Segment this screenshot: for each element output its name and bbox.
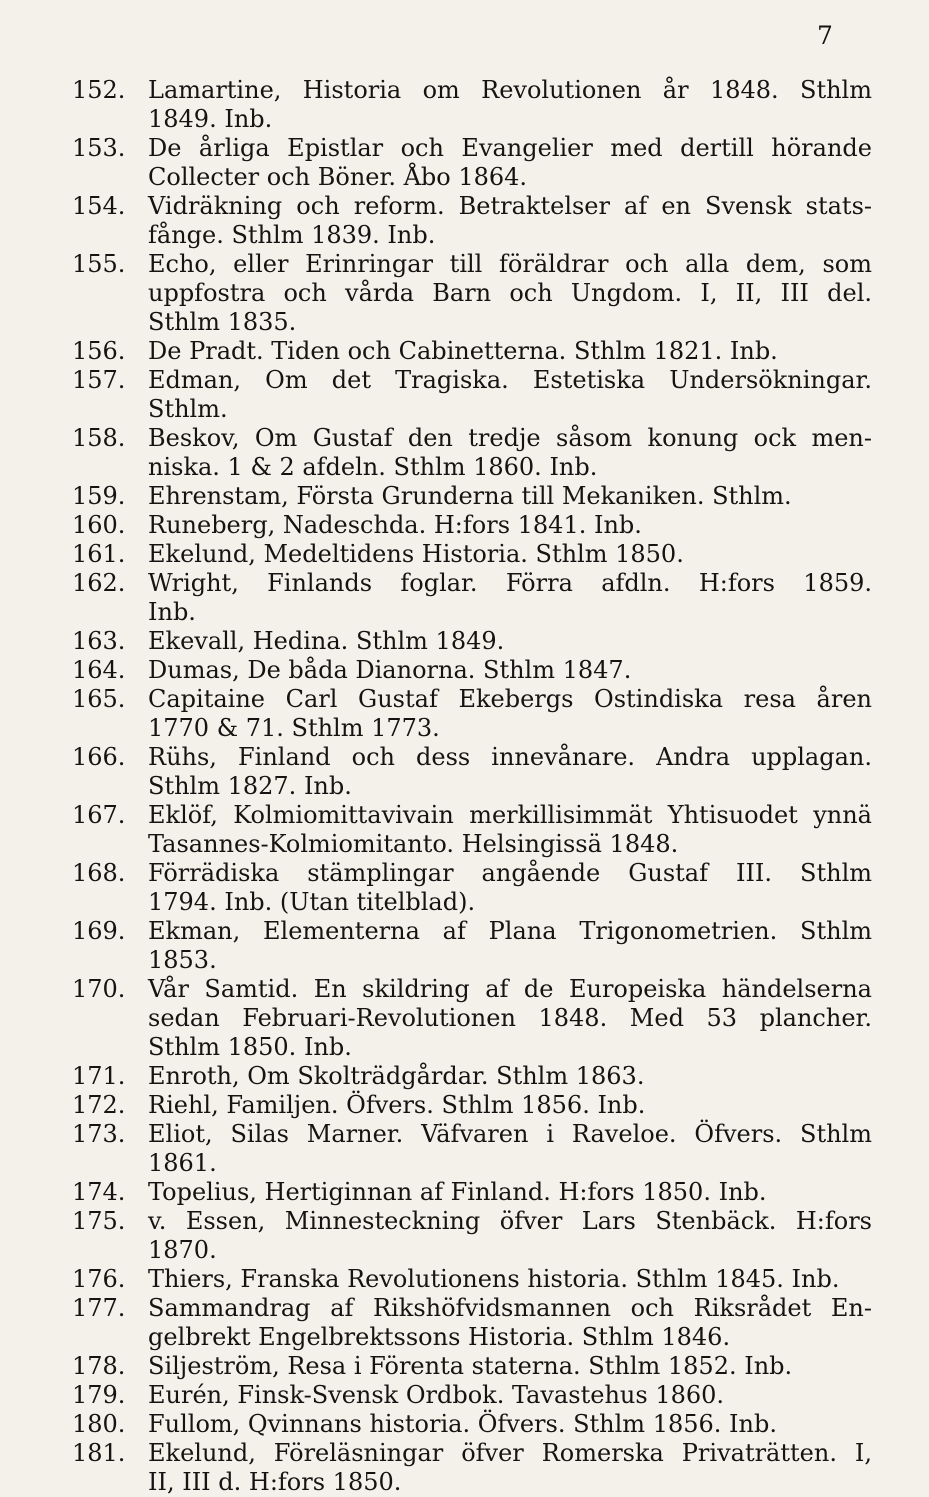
- entry-line: 1853.: [148, 946, 217, 974]
- catalog-entry: [72, 1178, 872, 1207]
- page-number: 7: [817, 21, 833, 50]
- entry-number: 167.: [72, 801, 126, 829]
- entry-text: [148, 1294, 872, 1352]
- catalog-entry: [72, 192, 872, 250]
- entry-text: [148, 540, 872, 569]
- entry-line: Sthlm.: [148, 395, 228, 423]
- entry-text: [148, 627, 872, 656]
- catalog-entry: [72, 1381, 872, 1410]
- catalog-entry: [72, 540, 872, 569]
- entry-line: 1870.: [148, 1236, 217, 1264]
- entry-number: 152.: [72, 76, 126, 104]
- entry-line: Vidräkning och reform. Betraktelser af en Svensk stats-: [148, 192, 872, 220]
- entry-text: [148, 1381, 872, 1410]
- entry-text: [148, 1439, 872, 1497]
- entry-number: 173.: [72, 1120, 126, 1148]
- entry-text: [148, 366, 872, 424]
- entry-number: 178.: [72, 1352, 126, 1380]
- entry-line: Ekelund, Föreläsningar öfver Romerska Privaträtten. I,: [148, 1439, 872, 1467]
- catalog-entry: [72, 76, 872, 134]
- entry-line: Eliot, Silas Marner. Väfvaren i Raveloe. Öfvers. Sthlm: [148, 1120, 872, 1148]
- entry-number: 164.: [72, 656, 126, 684]
- catalog-entry: [72, 511, 872, 540]
- entry-number: 181.: [72, 1439, 126, 1467]
- entry-number: 157.: [72, 366, 126, 394]
- entry-text: [148, 482, 872, 511]
- entry-line: Dumas, De båda Dianorna. Sthlm 1847.: [148, 656, 632, 684]
- entry-line: Tasannes-Kolmiomitanto. Helsingissä 1848.: [148, 830, 679, 858]
- entry-text: [148, 511, 872, 540]
- entry-text: [148, 76, 872, 134]
- entry-number: 166.: [72, 743, 126, 771]
- entry-text: [148, 685, 872, 743]
- entry-text: [148, 1091, 872, 1120]
- catalog-entries: [72, 76, 872, 1497]
- entry-number: 159.: [72, 482, 126, 510]
- entry-number: 176.: [72, 1265, 126, 1293]
- entry-line: Enroth, Om Skolträdgårdar. Sthlm 1863.: [148, 1062, 645, 1090]
- catalog-entry: [72, 685, 872, 743]
- entry-number: 172.: [72, 1091, 126, 1119]
- entry-text: [148, 337, 872, 366]
- entry-text: [148, 250, 872, 337]
- entry-line: Ekman, Elementerna af Plana Trigonometrien. Sthlm: [148, 917, 872, 945]
- catalog-entry: [72, 743, 872, 801]
- entry-line: Edman, Om det Tragiska. Estetiska Undersökningar.: [148, 366, 872, 394]
- entry-number: 156.: [72, 337, 126, 365]
- catalog-entry: [72, 366, 872, 424]
- catalog-entry: [72, 859, 872, 917]
- catalog-entry: [72, 917, 872, 975]
- catalog-entry: [72, 627, 872, 656]
- entry-number: 179.: [72, 1381, 126, 1409]
- entry-line: Collecter och Böner. Åbo 1864.: [148, 163, 528, 191]
- entry-text: [148, 801, 872, 859]
- entry-line: Sthlm 1835.: [148, 308, 297, 336]
- entry-line: Sthlm 1827. Inb.: [148, 772, 352, 800]
- entry-number: 165.: [72, 685, 126, 713]
- entry-line: Topelius, Hertiginnan af Finland. H:fors 1850. Inb.: [148, 1178, 767, 1206]
- catalog-entry: [72, 1410, 872, 1439]
- entry-line: Beskov, Om Gustaf den tredje såsom konung ock men-: [148, 424, 872, 452]
- entry-line: Capitaine Carl Gustaf Ekebergs Ostindiska resa åren: [148, 685, 872, 713]
- entry-number: 153.: [72, 134, 126, 162]
- entry-number: 163.: [72, 627, 126, 655]
- entry-number: 155.: [72, 250, 126, 278]
- catalog-entry: [72, 134, 872, 192]
- catalog-entry: [72, 656, 872, 685]
- entry-text: [148, 1120, 872, 1178]
- catalog-entry: [72, 1062, 872, 1091]
- entry-text: [148, 1178, 872, 1207]
- entry-line: Fullom, Qvinnans historia. Öfvers. Sthlm 1856. Inb.: [148, 1410, 777, 1438]
- entry-line: sedan Februari-Revolutionen 1848. Med 53 plancher.: [148, 1004, 872, 1032]
- catalog-entry: [72, 1091, 872, 1120]
- catalog-entry: [72, 482, 872, 511]
- catalog-entry: [72, 424, 872, 482]
- entry-number: 162.: [72, 569, 126, 597]
- entry-number: 154.: [72, 192, 126, 220]
- entry-line: 1770 & 71. Sthlm 1773.: [148, 714, 440, 742]
- entry-text: [148, 975, 872, 1062]
- entry-text: [148, 134, 872, 192]
- entry-number: 175.: [72, 1207, 126, 1235]
- entry-line: gelbrekt Engelbrektssons Historia. Sthlm 1846.: [148, 1323, 731, 1351]
- entry-line: Vår Samtid. En skildring af de Europeiska händelserna: [148, 975, 872, 1003]
- entry-text: [148, 424, 872, 482]
- entry-line: v. Essen, Minnesteckning öfver Lars Stenbäck. H:fors: [148, 1207, 872, 1235]
- entry-line: Ekelund, Medeltidens Historia. Sthlm 1850.: [148, 540, 684, 568]
- entry-line: Lamartine, Historia om Revolutionen år 1848. Sthlm: [148, 76, 872, 104]
- catalog-entry: [72, 1294, 872, 1352]
- entry-line: niska. 1 & 2 afdeln. Sthlm 1860. Inb.: [148, 453, 598, 481]
- catalog-entry: [72, 1265, 872, 1294]
- catalog-entry: [72, 801, 872, 859]
- entry-number: 168.: [72, 859, 126, 887]
- entry-number: 160.: [72, 511, 126, 539]
- entry-number: 174.: [72, 1178, 126, 1206]
- entry-line: Ehrenstam, Första Grunderna till Mekaniken. Sthlm.: [148, 482, 792, 510]
- entry-number: 177.: [72, 1294, 126, 1322]
- entry-line: De årliga Epistlar och Evangelier med dertill hörande: [148, 134, 872, 162]
- entry-line: uppfostra och vårda Barn och Ungdom. I, II, III del.: [148, 279, 872, 307]
- entry-line: Thiers, Franska Revolutionens historia. Sthlm 1845. Inb.: [148, 1265, 840, 1293]
- entry-number: 180.: [72, 1410, 126, 1438]
- entry-line: Eklöf, Kolmiomittavivain merkillisimmät Yhtisuodet ynnä: [148, 801, 872, 829]
- entry-text: [148, 1062, 872, 1091]
- entry-line: Runeberg, Nadeschda. H:fors 1841. Inb.: [148, 511, 642, 539]
- entry-text: [148, 1265, 872, 1294]
- entry-text: [148, 192, 872, 250]
- entry-line: Echo, eller Erinringar till föräldrar och alla dem, som: [148, 250, 872, 278]
- entry-line: Ekevall, Hedina. Sthlm 1849.: [148, 627, 505, 655]
- entry-line: 1794. Inb. (Utan titelblad).: [148, 888, 476, 916]
- entry-text: [148, 859, 872, 917]
- entry-line: Riehl, Familjen. Öfvers. Sthlm 1856. Inb.: [148, 1091, 646, 1119]
- entry-text: [148, 569, 872, 627]
- entry-line: 1849. Inb.: [148, 105, 273, 133]
- entry-line: Wright, Finlands foglar. Förra afdln. H:fors 1859.: [148, 569, 872, 597]
- entry-line: Inb.: [148, 598, 196, 626]
- catalog-entry: [72, 337, 872, 366]
- entry-line: Förrädiska stämplingar angående Gustaf III. Sthlm: [148, 859, 872, 887]
- entry-number: 170.: [72, 975, 126, 1003]
- catalog-entry: [72, 569, 872, 627]
- entry-text: [148, 1352, 872, 1381]
- catalog-entry: [72, 1120, 872, 1178]
- entry-line: De Pradt. Tiden och Cabinetterna. Sthlm 1821. Inb.: [148, 337, 778, 365]
- entry-line: II, III d. H:fors 1850.: [148, 1468, 402, 1496]
- entry-text: [148, 1207, 872, 1265]
- entry-line: fånge. Sthlm 1839. Inb.: [148, 221, 436, 249]
- entry-number: 161.: [72, 540, 126, 568]
- catalog-entry: [72, 250, 872, 337]
- entry-text: [148, 917, 872, 975]
- entry-line: Sthlm 1850. Inb.: [148, 1033, 352, 1061]
- catalog-entry: [72, 1207, 872, 1265]
- entry-text: [148, 656, 872, 685]
- entry-number: 171.: [72, 1062, 126, 1090]
- entry-line: Sammandrag af Rikshöfvidsmannen och Riksrådet En-: [148, 1294, 872, 1322]
- entry-line: 1861.: [148, 1149, 217, 1177]
- catalog-entry: [72, 1352, 872, 1381]
- entry-text: [148, 743, 872, 801]
- entry-number: 158.: [72, 424, 126, 452]
- entry-number: 169.: [72, 917, 126, 945]
- entry-line: Eurén, Finsk-Svensk Ordbok. Tavastehus 1860.: [148, 1381, 725, 1409]
- entry-text: [148, 1410, 872, 1439]
- catalog-entry: [72, 1439, 872, 1497]
- entry-line: Siljeström, Resa i Förenta staterna. Sthlm 1852. Inb.: [148, 1352, 793, 1380]
- entry-line: Rühs, Finland och dess innevånare. Andra upplagan.: [148, 743, 872, 771]
- catalog-entry: [72, 975, 872, 1062]
